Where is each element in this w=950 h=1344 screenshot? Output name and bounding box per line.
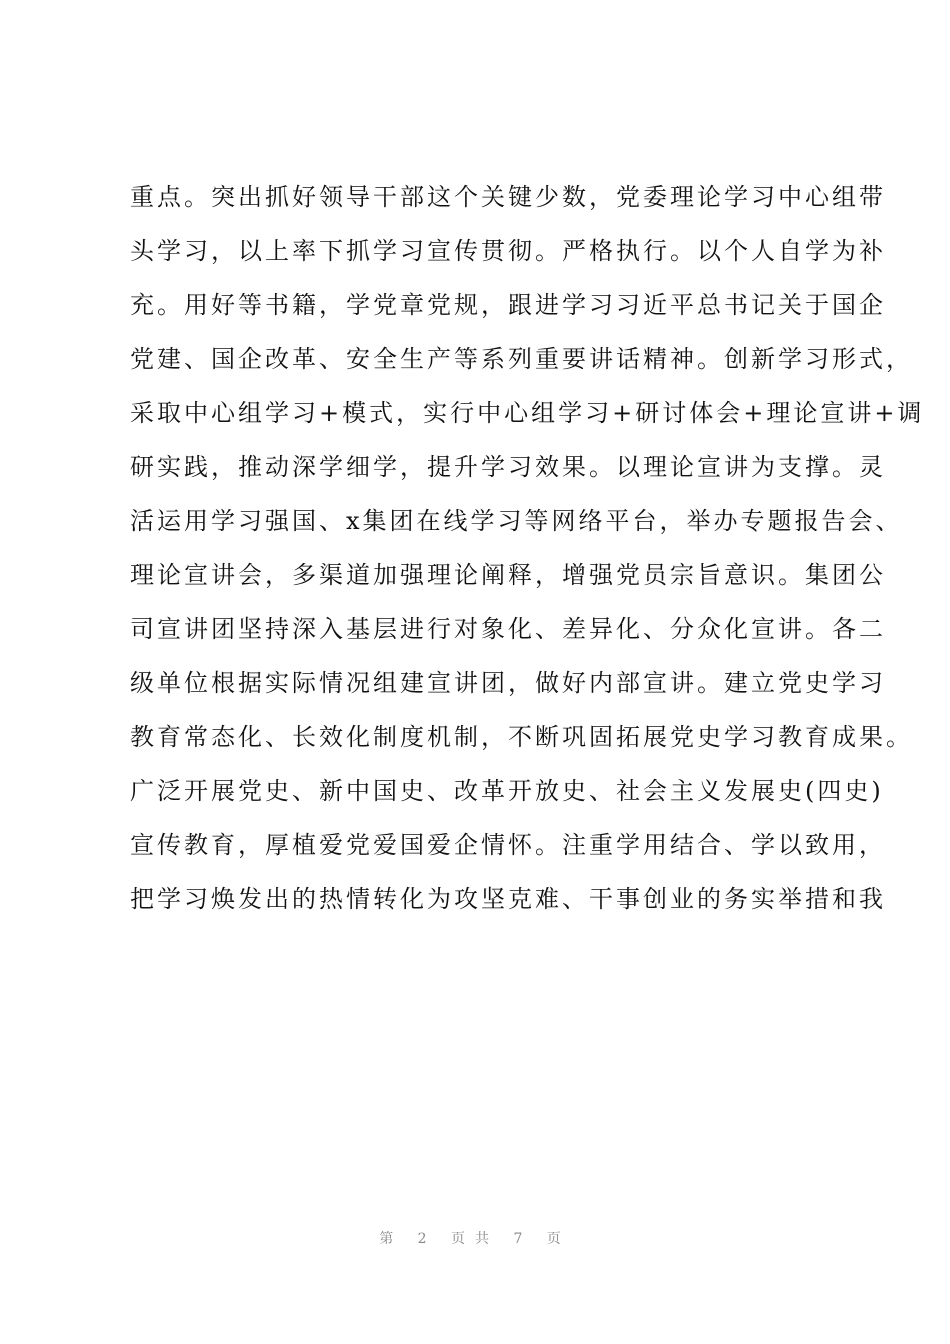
- text-line: 重点。突出抓好领导干部这个关键少数，党委理论学习中心组带: [130, 183, 886, 211]
- text-line: 头学习，以上率下抓学习宣传贯彻。严格执行。以个人自学为补: [130, 237, 886, 265]
- text-line: 研实践，推动深学细学，提升学习效果。以理论宣讲为支撑。灵: [130, 453, 886, 481]
- text-line: 采取中心组学习+模式，实行中心组学习+研讨体会+理论宣讲+调: [130, 399, 925, 427]
- text-line: 活运用学习强国、x集团在线学习等网络平台，举办专题报告会、: [130, 507, 903, 535]
- text-line: 广泛开展党史、新中国史、改革开放史、社会主义发展史(四史): [130, 777, 884, 805]
- text-line: 级单位根据实际情况组建宣讲团，做好内部宣讲。建立党史学习: [130, 669, 886, 697]
- text-line: 党建、国企改革、安全生产等系列重要讲话精神。创新学习形式，: [130, 345, 913, 373]
- text-line: 充。用好等书籍，学党章党规，跟进学习习近平总书记关于国企: [130, 291, 886, 319]
- text-line: 教育常态化、长效化制度机制，不断巩固拓展党史学习教育成果。: [130, 723, 913, 751]
- text-line: 理论宣讲会，多渠道加强理论阐释，增强党员宗旨意识。集团公: [130, 561, 886, 589]
- page-number-footer: 第 2 页共 7 页: [379, 1231, 571, 1247]
- text-line: 宣传教育，厚植爱党爱国爱企情怀。注重学用结合、学以致用，: [130, 831, 886, 859]
- document-body: [130, 170, 925, 926]
- text-line: 把学习焕发出的热情转化为攻坚克难、干事创业的务实举措和我: [130, 885, 886, 913]
- text-line: 司宣讲团坚持深入基层进行对象化、差异化、分众化宣讲。各二: [130, 615, 886, 643]
